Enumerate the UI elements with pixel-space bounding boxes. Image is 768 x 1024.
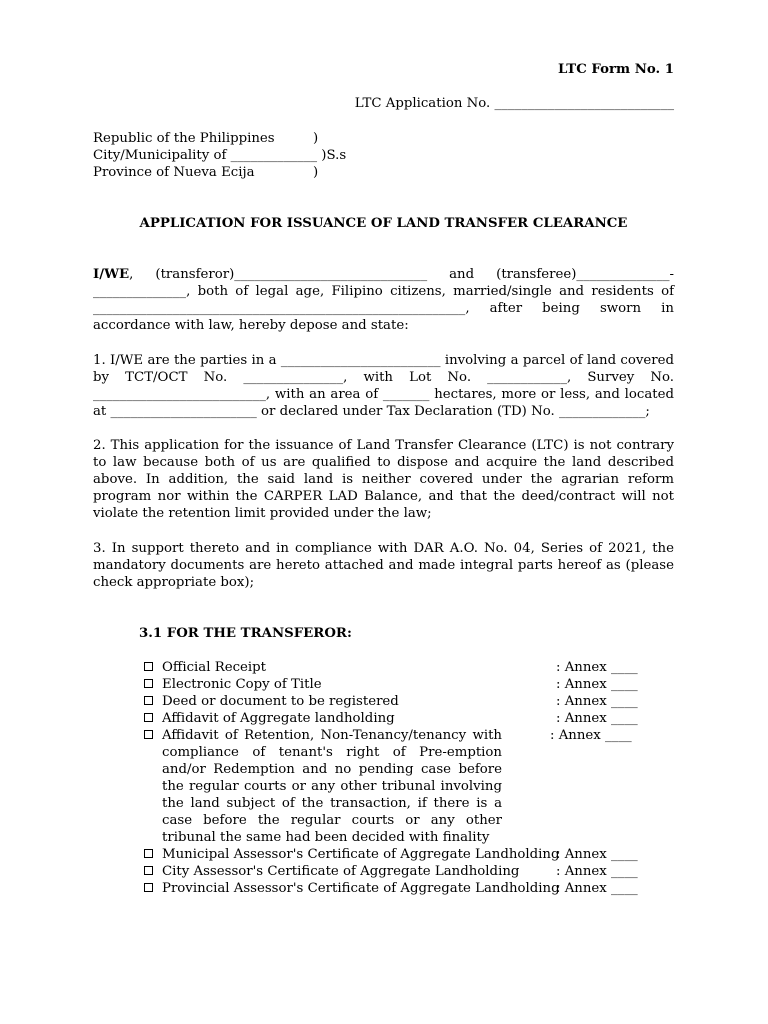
checklist-item — [144, 659, 644, 676]
venue-paren: ) — [313, 131, 319, 146]
venue-row-province — [93, 164, 393, 181]
checkbox[interactable] — [144, 696, 153, 705]
paragraph-parties — [93, 266, 674, 334]
annex-field: : Annex ____ — [556, 864, 638, 879]
checklist-item-label: Official Receipt — [162, 660, 267, 675]
annex-field: : Annex ____ — [556, 677, 638, 692]
paragraph-3: 3. In support thereto and in compliance with DAR A.O. No. 04, Series of 2021, the mandatory documents are hereto attached and made integral parts hereof as (please check appropriate box); — [93, 541, 674, 590]
checkbox[interactable] — [144, 679, 153, 688]
venue-province: Province of Nueva Ecija — [93, 165, 255, 180]
annex-field: : Annex ____ — [550, 728, 632, 743]
venue-row-city — [93, 147, 393, 164]
venue-row-republic — [93, 130, 393, 147]
checklist-item — [144, 863, 644, 880]
document-title: APPLICATION FOR ISSUANCE OF LAND TRANSFER CLEARANCE — [139, 216, 628, 231]
checkbox[interactable] — [144, 730, 153, 739]
checklist-item — [144, 880, 644, 897]
venue-republic: Republic of the Philippines — [93, 131, 275, 146]
checklist-item — [144, 693, 644, 710]
checklist-item-label: Municipal Assessor's Certificate of Aggregate Landholding — [162, 847, 560, 862]
venue-city: City/Municipality of _____________ )S.s — [93, 148, 347, 163]
annex-field: : Annex ____ — [556, 711, 638, 726]
annex-field: : Annex ____ — [556, 660, 638, 675]
checkbox[interactable] — [144, 849, 153, 858]
transferor-checklist — [144, 659, 644, 897]
annex-field: : Annex ____ — [556, 694, 638, 709]
checkbox[interactable] — [144, 866, 153, 875]
application-number-field: LTC Application No. ___________________________ — [354, 96, 674, 111]
checklist-item-label: Provincial Assessor's Certificate of Aggregate Landholding — [162, 881, 560, 896]
transferor-section-title: 3.1 FOR THE TRANSFEROR: — [139, 626, 352, 641]
venue-block — [93, 130, 393, 181]
annex-field: : Annex ____ — [556, 881, 638, 896]
venue-paren: ) — [313, 165, 319, 180]
checklist-item — [144, 676, 644, 693]
document-page — [93, 0, 674, 1024]
paragraph-2: 2. This application for the issuance of Land Transfer Clearance (LTC) is not contrary to law because both of us are qualified to dispose and acquire the land described above. In addition, the said land is neither covered under the agrarian reform program nor within the CARPER LAD Balance, and that the deed/contract will not violate the retention limit provided under the law; — [93, 438, 674, 521]
checklist-item — [144, 710, 644, 727]
checkbox[interactable] — [144, 713, 153, 722]
paragraph-lead: I/WE — [93, 267, 130, 282]
checklist-item — [144, 846, 644, 863]
checkbox[interactable] — [144, 662, 153, 671]
checklist-item-label: City Assessor's Certificate of Aggregate Landholding — [162, 864, 520, 879]
paragraph-parties-text: , (transferor)_____________________________ and (transferee)______________-______________, both of legal age, Filipino citizens, married/single and residents of ________________________________________________________, after being sworn in accordance with law, hereby depose and state: — [93, 267, 674, 333]
checklist-item-label: Affidavit of Retention, Non-Tenancy/tenancy with compliance of tenant's right of Pre-emption and/or Redemption and no pending case before the regular courts or any other tribunal involving the land subject of the transaction, if there is a case before the regular courts or any other tribunal the same had been decided with finality — [162, 728, 502, 845]
checklist-item — [144, 727, 644, 846]
checklist-item-label: Electronic Copy of Title — [162, 677, 322, 692]
paragraph-1: 1. I/WE are the parties in a ________________________ involving a parcel of land covered by TCT/OCT No. _______________, with Lot No. ____________, Survey No. __________________________, with an area of _______ hectares, more or less, and located at ______________________ or declared under Tax Declaration (TD) No. _____________; — [93, 353, 674, 419]
checklist-item-label: Affidavit of Aggregate landholding — [162, 711, 395, 726]
checkbox[interactable] — [144, 883, 153, 892]
annex-field: : Annex ____ — [556, 847, 638, 862]
checklist-item-label: Deed or document to be registered — [162, 694, 399, 709]
form-number: LTC Form No. 1 — [558, 62, 674, 77]
